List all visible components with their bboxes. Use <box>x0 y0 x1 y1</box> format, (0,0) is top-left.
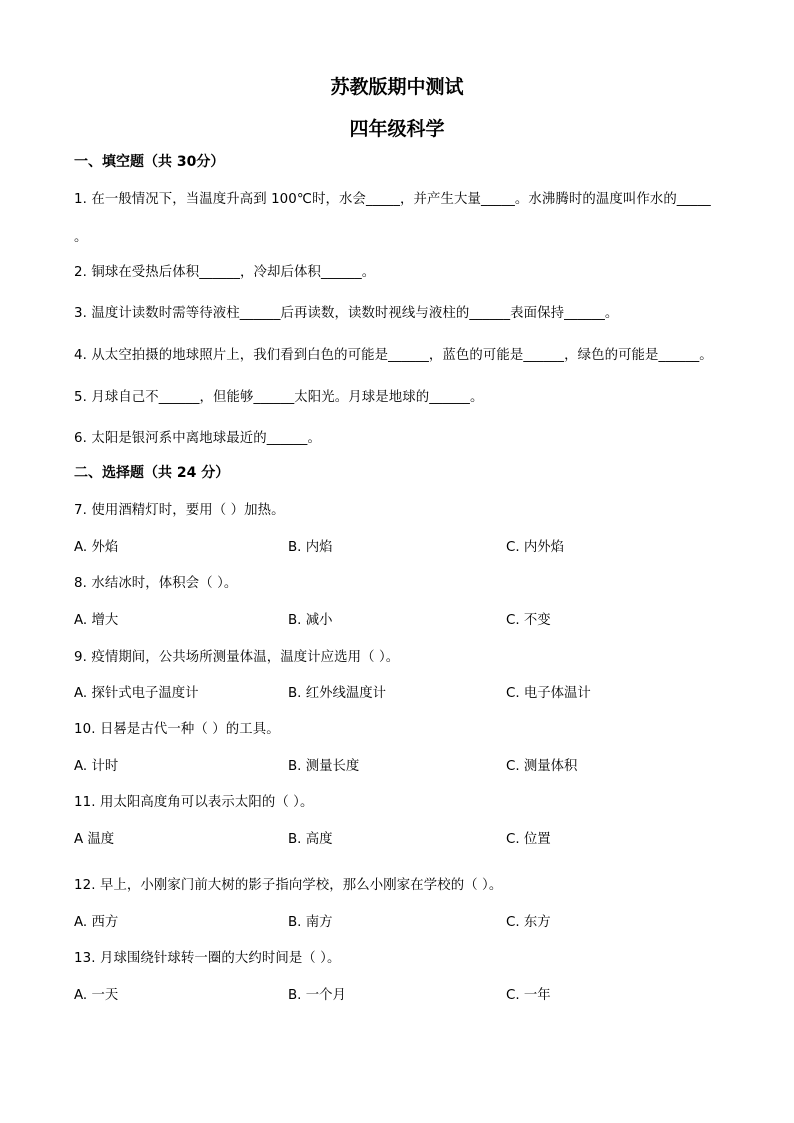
question-9-option-c: C. 电子体温计 <box>506 686 591 701</box>
question-10: 10. 日晷是古代一种（ ）的工具。 <box>74 722 280 737</box>
question-8-option-b: B. 减小 <box>288 613 333 628</box>
question-8-option-c: C. 不变 <box>506 613 551 628</box>
question-4: 4. 从太空拍摄的地球照片上，我们看到白色的可能是______，蓝色的可能是______，绿色的可能是______。 <box>74 348 713 363</box>
section-heading-fill: 一、填空题（共 30分） <box>74 154 225 170</box>
question-13: 13. 月球围绕针球转一圈的大约时间是（ ）。 <box>74 951 341 966</box>
question-1-line1: 1. 在一般情况下，当温度升高到 100℃时，水会_____，并产生大量_____。水沸腾时的温度叫作水的_____ <box>74 192 711 207</box>
section-heading-choice: 二、选择题（共 24 分） <box>74 465 230 481</box>
question-13-option-c: C. 一年 <box>506 988 551 1003</box>
question-12-option-a: A. 西方 <box>74 915 119 930</box>
question-12-option-c: C. 东方 <box>506 915 551 930</box>
page-subtitle: 四年级科学 <box>349 118 445 140</box>
question-7-option-c: C. 内外焰 <box>506 540 565 555</box>
question-6: 6. 太阳是银河系中离地球最近的______。 <box>74 431 321 446</box>
question-7: 7. 使用酒精灯时，要用（ ）加热。 <box>74 503 285 518</box>
question-9: 9. 疫情期间，公共场所测量体温，温度计应选用（ ）。 <box>74 650 400 665</box>
question-8-option-a: A. 增大 <box>74 613 119 628</box>
question-12: 12. 早上，小刚家门前大树的影子指向学校，那么小刚家在学校的（ ）。 <box>74 878 503 893</box>
question-10-option-b: B. 测量长度 <box>288 759 360 774</box>
question-7-option-a: A. 外焰 <box>74 540 119 555</box>
question-13-option-a: A. 一天 <box>74 988 119 1003</box>
question-3: 3. 温度计读数时需等待液柱______后再读数，读数时视线与液柱的______表面保持______。 <box>74 306 619 321</box>
question-10-option-a: A. 计时 <box>74 759 119 774</box>
question-9-option-a: A. 探针式电子温度计 <box>74 686 199 701</box>
page-title: 苏教版期中测试 <box>330 76 464 98</box>
question-7-option-b: B. 内焰 <box>288 540 333 555</box>
question-8: 8. 水结冰时，体积会（ ）。 <box>74 576 238 591</box>
question-11-option-b: B. 高度 <box>288 832 333 847</box>
question-13-option-b: B. 一个月 <box>288 988 346 1003</box>
question-5: 5. 月球自己不______，但能够______太阳光。月球是地球的______。 <box>74 390 484 405</box>
question-2: 2. 铜球在受热后体积______，冷却后体积______。 <box>74 265 376 280</box>
question-11-option-a: A 温度 <box>74 832 115 847</box>
question-11: 11. 用太阳高度角可以表示太阳的（ ）。 <box>74 795 314 810</box>
question-1-line2: 。 <box>74 230 88 245</box>
question-10-option-c: C. 测量体积 <box>506 759 578 774</box>
question-11-option-c: C. 位置 <box>506 832 551 847</box>
question-9-option-b: B. 红外线温度计 <box>288 686 387 701</box>
question-12-option-b: B. 南方 <box>288 915 333 930</box>
